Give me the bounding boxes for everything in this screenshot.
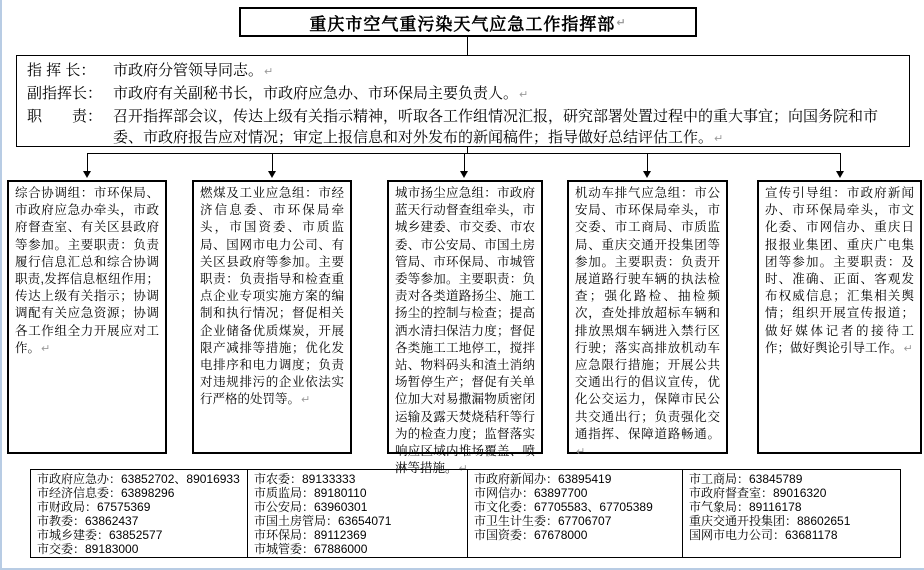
arrow-down-icon	[268, 171, 276, 178]
arrow-down-icon	[836, 171, 844, 178]
contact-entry: 市财政局：67575369	[37, 500, 151, 514]
group-desc: 市经济信息委、市环保局牵头，市国资委、市质监局、国网市电力公司、有关区县政府等参加。主要职责：负责指导和检查重点企业专项实施方案的编制和执行情况；督促相关企业储备优质煤炭，开展限产减排等措施；优化发电排序和电力调度；负责对违规排污的企业依法实行严格的处罚等。	[200, 186, 344, 407]
paragraph-mark: ↵	[264, 66, 274, 78]
paragraph-mark: ↵	[301, 394, 311, 407]
arrow-down-icon	[83, 171, 91, 178]
contact-entry: 市气象局：89116178	[689, 500, 802, 514]
contact-column-3	[468, 470, 683, 557]
contact-entry: 市工商局：63845789	[689, 472, 803, 486]
duties-text: 召开指挥部会议，传达上级有关指示精神，听取各工作组情况汇报，研究部署处置过程中的重大事宜；向国务院和市委、市政府报告应对情况；审定上报信息和对外发布的新闻稿件；指导做好总结评估工作。↵	[113, 108, 879, 146]
group-name: 综合协调组：	[15, 186, 94, 200]
contact-entry: 国网市电力公司：63681178	[689, 528, 838, 542]
paragraph-mark: ↵	[714, 133, 724, 145]
deputy-commander-text: 市政府有关副秘书长，市政府应急办、市环保局主要负责人。↵	[113, 85, 529, 102]
contact-entry: 市环保局：89112369	[254, 528, 367, 542]
paragraph-mark: ↵	[616, 16, 627, 29]
connector-branch-1	[87, 153, 88, 172]
contact-entry: 市政府应急办：63852702、89016933	[37, 472, 240, 486]
connector-branch-2	[272, 153, 273, 172]
group-name: 城市扬尘应急组：	[395, 186, 497, 200]
contact-entry: 市政府督查室：89016320	[689, 486, 827, 500]
connector-branch-5	[840, 153, 841, 172]
group-name: 燃煤及工业应急组：	[200, 186, 319, 200]
duties-label: 职 责：	[27, 108, 103, 125]
command-box	[16, 55, 910, 147]
commander-label: 指 挥 长：	[27, 62, 96, 79]
contact-entry: 市国资委：67678000	[474, 528, 588, 542]
contact-entry: 市交委：89183000	[37, 542, 139, 556]
chart-title-box	[239, 7, 697, 37]
contact-entry: 市城乡建委：63852577	[37, 528, 163, 542]
connector-branch-4	[647, 153, 648, 172]
paragraph-mark: ↵	[41, 342, 51, 355]
contact-column-2	[248, 470, 468, 557]
group-desc: 市公安局、市环保局牵头，市交委、市工商局、市质监局、重庆交通开投集团等参加。主要职责：负责开展道路行驶车辆的执法检查；强化路检、抽检频次，查处排放超标车辆和排放黑烟车辆进入禁行区行驶；落实高排放机动车应急限行措施；开展公共交通出行的倡议宣传，优化公交运力，保障市民公共交通出行；负责强化交通指挥、保障道路畅通。	[575, 186, 720, 441]
contact-entry: 市农委：89133333	[254, 472, 356, 486]
arrow-down-icon	[460, 171, 468, 178]
group-box-coordination	[7, 180, 167, 454]
contact-phone-table	[30, 469, 901, 558]
deputy-commander-row	[27, 83, 899, 106]
connector-branch-3	[464, 153, 465, 172]
arrow-down-icon	[643, 171, 651, 178]
commander-text: 市政府分管领导同志。↵	[113, 62, 274, 79]
contact-entry: 市文化委：67705583、67705389	[474, 500, 653, 514]
contact-entry: 市经济信息委：63898296	[37, 486, 175, 500]
group-box-coal-industry	[192, 180, 352, 454]
contact-entry: 市政府新闻办：63895419	[474, 472, 612, 486]
group-desc: 市政府新闻办、市环保局牵头，市文化委、市网信办、重庆日报报业集团、重庆广电集团等参加。主要职责：及时、准确、正面、客观发布权威信息；汇集相关舆情；组织开展宣传报道；做好媒体记者的接待工作；做好舆论引导工作。	[765, 186, 914, 355]
contact-entry: 市国土房管局：63654071	[254, 514, 392, 528]
contact-entry: 市城管委：67886000	[254, 542, 368, 556]
group-box-vehicle-emission	[567, 180, 728, 459]
paragraph-mark: ↵	[903, 342, 913, 355]
contact-entry: 市卫生计生委：67706707	[474, 514, 612, 528]
group-box-publicity	[757, 180, 922, 454]
chart-title: 重庆市空气重污染天气应急工作指挥部	[309, 14, 616, 34]
contact-column-4	[683, 470, 900, 557]
group-desc: 市环保局、市政府应急办牵头，市政府督查室、有关区县政府等参加。主要职责：负责履行信息汇总和综合协调职责,发挥信息枢纽作用；传达上级有关指示；协调调配有关应急资源；协调各工作组全力开展应对工作。	[15, 186, 159, 355]
contact-entry: 市网信办：63897700	[474, 486, 588, 500]
paragraph-mark: ↵	[576, 446, 586, 459]
group-desc: 市政府蓝天行动督查组牵头，市城乡建委、市交委、市农委、市公安局、市国土房管局、市环保局、市城管委等参加。主要职责：负责对各类道路扬尘、施工扬尘的控制与检查；提高洒水清扫保洁力度；督促各类施工工地停工，搅拌站、物料码头和渣土消纳场暂停生产；督促有关单位加大对易撒漏物质密闭运输及露天焚烧秸秆等行为的检查力度；监督落实响应区域内堆场覆盖、喷淋等措施。	[395, 186, 535, 476]
commander-row	[27, 60, 899, 83]
group-box-urban-dust	[387, 180, 543, 476]
contact-entry: 重庆交通开投集团：88602651	[689, 514, 851, 528]
paragraph-mark: ↵	[458, 463, 468, 476]
group-name: 机动车排气应急组：	[575, 186, 695, 200]
contact-column-1	[31, 470, 248, 557]
contact-entry: 市公安局：63960301	[254, 500, 368, 514]
contact-entry: 市质监局：89180110	[254, 486, 367, 500]
group-name: 宣传引导组：	[765, 186, 847, 200]
paragraph-mark: ↵	[519, 89, 529, 101]
connector-title-stub	[467, 37, 468, 55]
contact-entry: 市教委：63862437	[37, 514, 139, 528]
deputy-commander-label: 副指挥长：	[27, 85, 103, 102]
duties-row	[27, 106, 899, 150]
